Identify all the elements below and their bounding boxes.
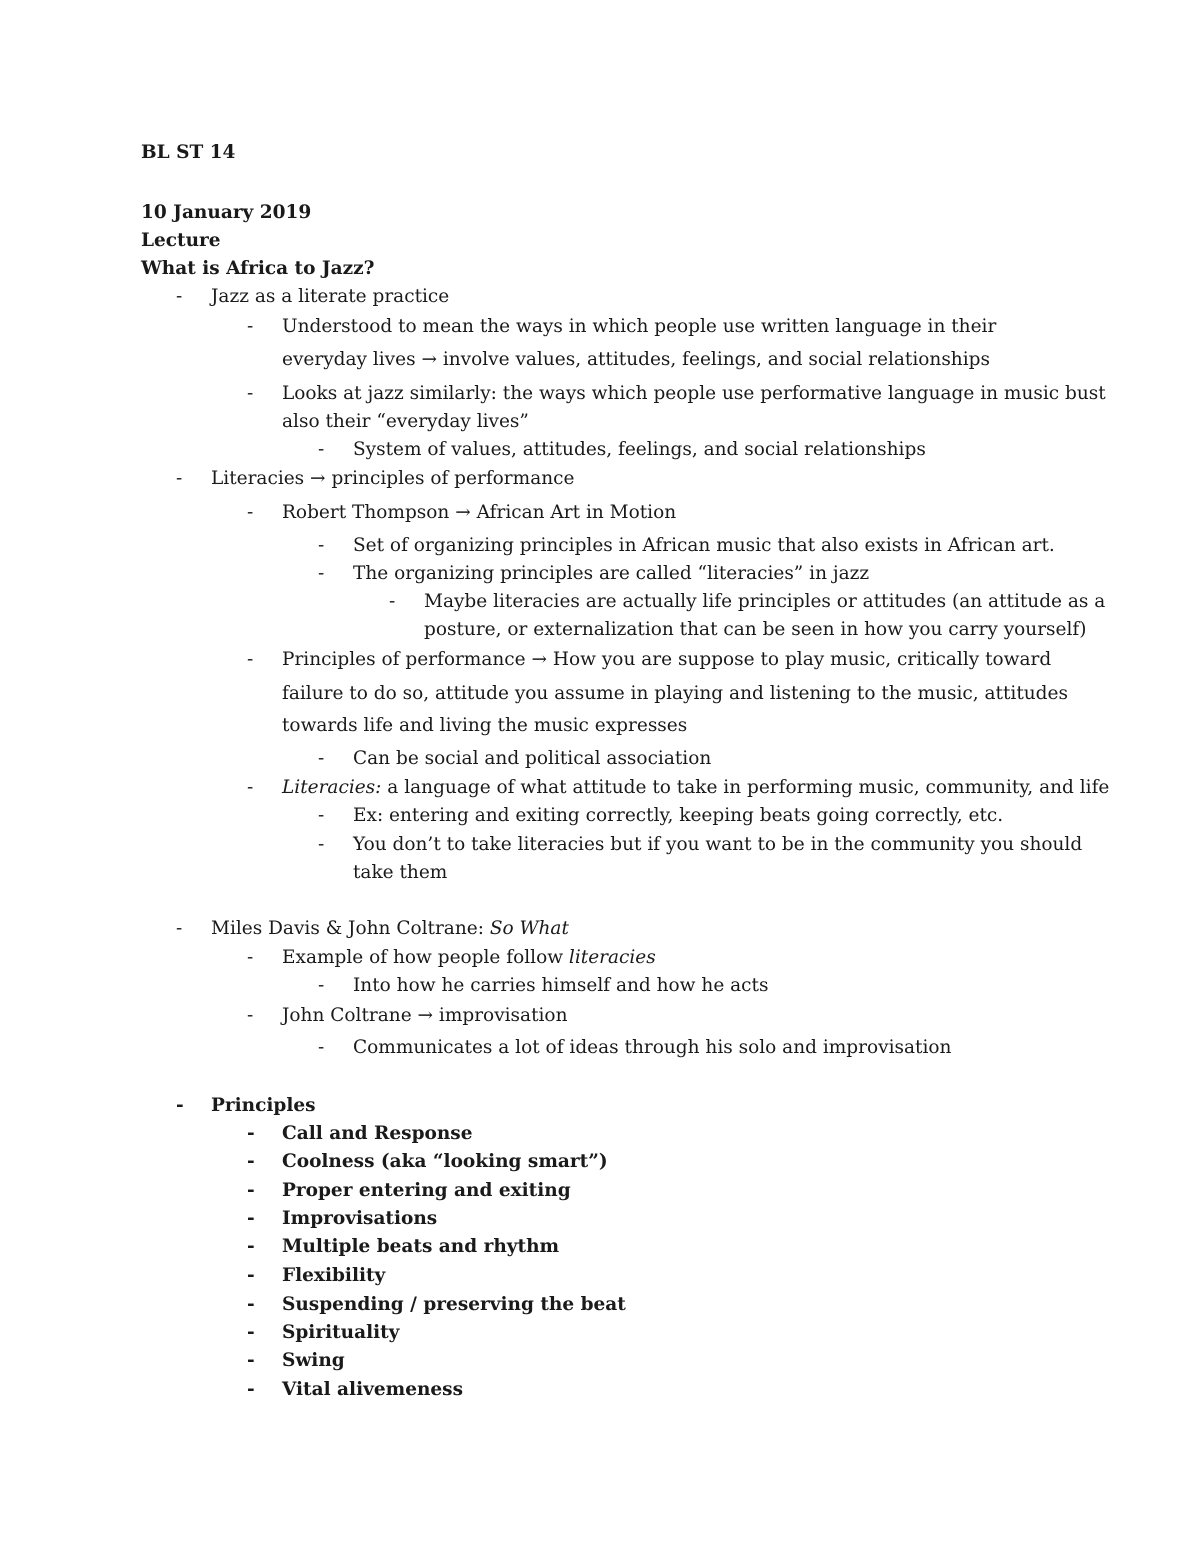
principle-item: Vital alivemeness bbox=[282, 1379, 464, 1400]
note-life-principles-line1: Maybe literacies are actually life principles or attitudes (an attitude as a bbox=[424, 591, 1106, 612]
bullet-dash: - bbox=[247, 649, 254, 670]
note-coltrane-improvisation: John Coltrane → improvisation bbox=[282, 1005, 568, 1026]
note-organizing-principles: Set of organizing principles in African music that also exists in African art. bbox=[353, 535, 1055, 556]
note-principles-of-performance-line1: Principles of performance → How you are suppose to play music, critically toward bbox=[282, 649, 1052, 670]
lecture-type: Lecture bbox=[141, 230, 221, 251]
principle-item: Call and Response bbox=[282, 1123, 473, 1144]
bullet-dash: - bbox=[247, 1236, 255, 1257]
bullet-dash: - bbox=[176, 468, 183, 489]
bullet-dash: - bbox=[318, 748, 325, 769]
note-looks-at-jazz-line1: Looks at jazz similarly: the ways which people use performative language in music bust bbox=[282, 383, 1106, 404]
bullet-dash: - bbox=[247, 1208, 255, 1229]
note-system-of-values: System of values, attitudes, feelings, and social relationships bbox=[353, 439, 926, 460]
bullet-dash: - bbox=[247, 777, 254, 798]
note-communicates-ideas: Communicates a lot of ideas through his solo and improvisation bbox=[353, 1037, 952, 1058]
note-community-line2: take them bbox=[353, 862, 448, 883]
course-code: BL ST 14 bbox=[141, 142, 236, 163]
bullet-dash: - bbox=[247, 1350, 255, 1371]
principle-item: Improvisations bbox=[282, 1208, 438, 1229]
bullet-dash: - bbox=[318, 805, 325, 826]
note-principles-of-performance-line3: towards life and living the music expresses bbox=[282, 715, 688, 736]
bullet-dash: - bbox=[247, 1180, 255, 1201]
bullet-dash: - bbox=[247, 316, 254, 337]
lecture-date: 10 January 2019 bbox=[141, 202, 312, 223]
note-called-literacies: The organizing principles are called “literacies” in jazz bbox=[353, 563, 870, 584]
bullet-dash: - bbox=[247, 947, 254, 968]
bullet-dash: - bbox=[247, 502, 254, 523]
note-principles-of-performance-line2: failure to do so, attitude you assume in playing and listening to the music, attitudes bbox=[282, 683, 1068, 704]
principle-item: Coolness (aka “looking smart”) bbox=[282, 1151, 608, 1172]
note-entering-exiting: Ex: entering and exiting correctly, keeping beats going correctly, etc. bbox=[353, 805, 1004, 826]
artists-text: Miles Davis & John Coltrane: bbox=[211, 918, 490, 939]
bullet-dash: - bbox=[247, 1322, 255, 1343]
bullet-dash: - bbox=[318, 563, 325, 584]
principle-item: Suspending / preserving the beat bbox=[282, 1294, 626, 1315]
note-social-political: Can be social and political association bbox=[353, 748, 712, 769]
note-miles-davis bbox=[211, 917, 569, 941]
bullet-dash: - bbox=[176, 1095, 184, 1116]
bullet-dash: - bbox=[389, 591, 396, 612]
note-robert-thompson: Robert Thompson → African Art in Motion bbox=[282, 502, 677, 523]
bullet-dash: - bbox=[318, 1037, 325, 1058]
bullet-dash: - bbox=[318, 834, 325, 855]
principle-item: Flexibility bbox=[282, 1265, 386, 1286]
note-understood-line2: everyday lives → involve values, attitudes, feelings, and social relationships bbox=[282, 349, 990, 370]
note-life-principles-line2: posture, or externalization that can be seen in how you carry yourself) bbox=[424, 619, 1087, 640]
bullet-dash: - bbox=[318, 439, 325, 460]
bullet-dash: - bbox=[176, 918, 183, 939]
principles-heading: Principles bbox=[211, 1095, 316, 1116]
bullet-dash: - bbox=[247, 1265, 255, 1286]
note-understood-line1: Understood to mean the ways in which people use written language in their bbox=[282, 316, 997, 337]
principle-item: Proper entering and exiting bbox=[282, 1180, 571, 1201]
bullet-dash: - bbox=[318, 535, 325, 556]
note-follow-literacies bbox=[282, 946, 656, 970]
principle-item: Multiple beats and rhythm bbox=[282, 1236, 560, 1257]
bullet-dash: - bbox=[247, 1151, 255, 1172]
note-literacies-definition bbox=[282, 776, 1109, 800]
bullet-dash: - bbox=[247, 1123, 255, 1144]
term-literacies: Literacies: bbox=[282, 777, 382, 798]
note-community-line1: You don’t to take literacies but if you want to be in the community you should bbox=[353, 834, 1083, 855]
note-literacies: Literacies → principles of performance bbox=[211, 468, 575, 489]
bullet-dash: - bbox=[247, 1379, 255, 1400]
definition-text: a language of what attitude to take in performing music, community, and life bbox=[381, 777, 1110, 798]
lecture-topic: What is Africa to Jazz? bbox=[141, 258, 375, 279]
principle-item: Spirituality bbox=[282, 1322, 400, 1343]
song-title: So What bbox=[489, 918, 569, 939]
note-carries-himself: Into how he carries himself and how he acts bbox=[353, 975, 769, 996]
note-literate-practice: Jazz as a literate practice bbox=[211, 286, 450, 307]
note-looks-at-jazz-line2: also their “everyday lives” bbox=[282, 411, 529, 432]
bullet-dash: - bbox=[247, 1005, 254, 1026]
bullet-dash: - bbox=[176, 286, 183, 307]
principle-item: Swing bbox=[282, 1350, 345, 1371]
bullet-dash: - bbox=[247, 1294, 255, 1315]
term-literacies-2: literacies bbox=[568, 947, 656, 968]
bullet-dash: - bbox=[318, 975, 325, 996]
bullet-dash: - bbox=[247, 383, 254, 404]
example-text: Example of how people follow bbox=[282, 947, 569, 968]
